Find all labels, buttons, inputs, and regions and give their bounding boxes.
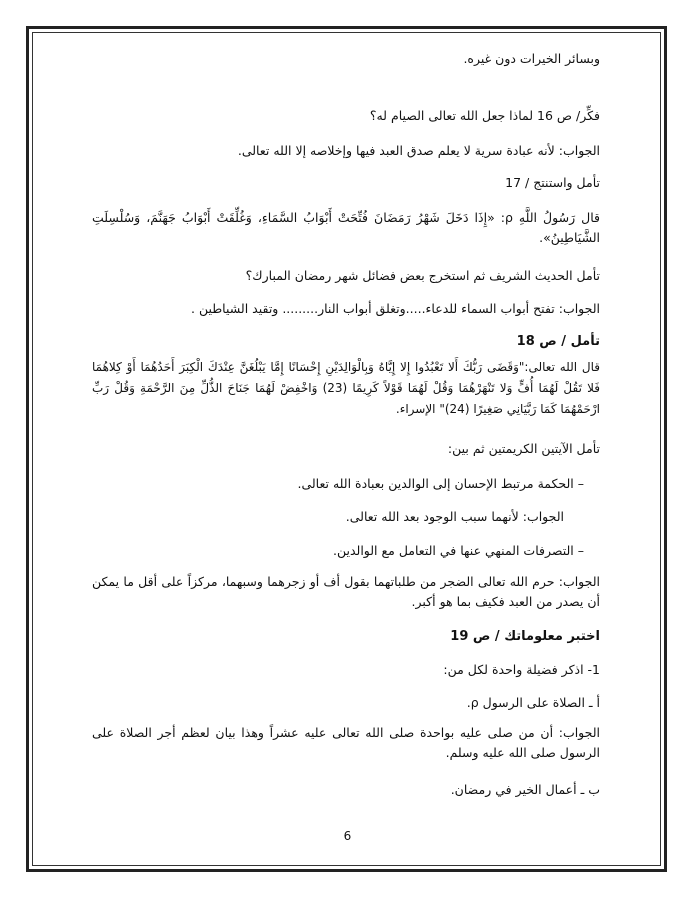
- instruction-line: تأمل الآيتين الكريمتين ثم بين:: [447, 441, 600, 456]
- document-page: [92, 50, 600, 810]
- answer-paragraph: الجواب: حرم الله تعالى الضجر من طلباتهما بقول أف أو زجرهما وسبهما، مركزاً على أقل ما يمكن أن يصدر من العبد فكيف بما هو أكبر.: [92, 574, 600, 609]
- section-heading: تأمل واستنتج / 17: [505, 175, 600, 190]
- bullet-item: – التصرفات المنهي عنها في التعامل مع الوالدين.: [332, 543, 584, 558]
- sub-question: أ ـ الصلاة على الرسول ρ.: [466, 695, 600, 710]
- section-heading: اختبر معلوماتك / ص 19: [450, 629, 600, 644]
- answer-line: الجواب: لأنهما سبب الوجود بعد الله تعالى.: [345, 509, 564, 524]
- answer-line: الجواب: لأنه عبادة سرية لا يعلم صدق العبد فيها وإخلاصه إلا الله تعالى.: [237, 143, 600, 158]
- bullet-item: – الحكمة مرتبط الإحسان إلى الوالدين بعبادة الله تعالى.: [297, 476, 584, 491]
- answer-paragraph: الجواب: أن من صلى عليه بواحدة صلى الله تعالى عليه عشراً وهذا بيان لعظم أجر الصلاة على الرسول صلى الله عليه وسلم.: [92, 725, 600, 760]
- section-heading: تأمل / ص 18: [516, 334, 600, 349]
- sub-question: ب ـ أعمال الخير في رمضان.: [450, 782, 600, 797]
- hadith-text: قال رَسُولُ اللَّهِ ρ: «إِذَا دَخَلَ شَهْرُ رَمَضَانَ فُتِّحَتْ أَبْوَابُ السَّمَاءِ، وَغُلِّقَتْ أَبْوَابُ جَهَنَّمَ، وَسُلْسِلَتِ الشَّيَاطِينُ».: [92, 210, 600, 245]
- text-line: وبسائر الخيرات دون غيره.: [463, 51, 600, 66]
- question-heading: فكِّر/ ص 16 لماذا جعل الله تعالى الصيام له؟: [369, 108, 600, 123]
- page-number: 6: [343, 829, 352, 843]
- question-line: تأمل الحديث الشريف ثم استخرج بعض فضائل شهر رمضان المبارك؟: [245, 268, 600, 283]
- answer-line: الجواب: تفتح أبواب السماء للدعاء.....وتغلق أبواب النار......... وتقيد الشياطين .: [191, 301, 600, 316]
- question-line: 1- اذكر فضيلة واحدة لكل من:: [443, 662, 600, 677]
- quran-verse: قال الله تعالى:"وَقَضَى رَبُّكَ أَلا تَعْبُدُوا إِلا إِيَّاهُ وَبِالْوَالِدَيْنِ إِحْسَانًا إِمَّا يَبْلُغَنَّ عِنْدَكَ الْكِبَرَ أَحَدُهُمَا أَوْ كِلاهُمَا فَلا تَقُلْ لَهُمَا أُفٍّ وَلا تَنْهَرْهُمَا وَقُلْ لَهُمَا قَوْلاً كَرِيمًا (23) وَاخْفِضْ لَهُمَا جَنَاحَ الذُّلِّ مِنَ الرَّحْمَةِ وَقُلْ رَبِّ ارْحَمْهُمَا كَمَا رَبَّيَانِي صَغِيرًا (24)" الإسراء.: [92, 360, 600, 416]
